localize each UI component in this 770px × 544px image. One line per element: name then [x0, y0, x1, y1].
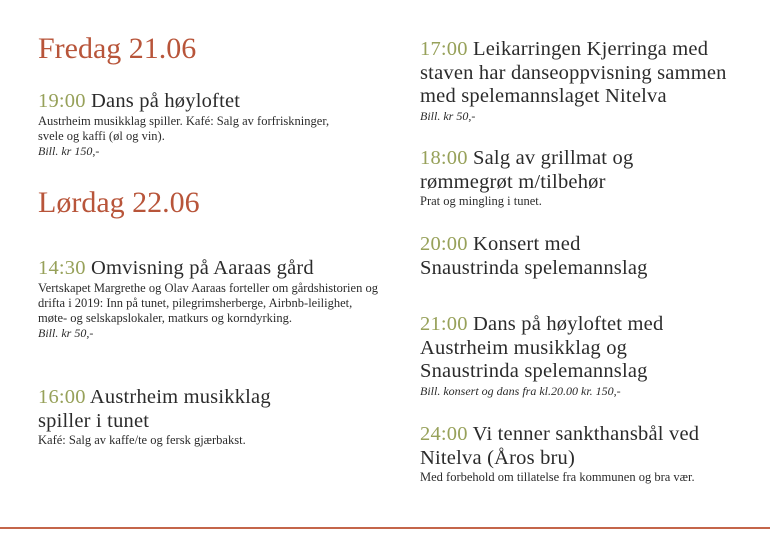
- event-title: [38, 386, 338, 433]
- event-name: Dans på høyloftet: [91, 90, 241, 112]
- day-heading-friday: Fredag 21.06: [38, 32, 197, 65]
- event-description: Prat og mingling i tunet.: [420, 194, 542, 208]
- event-price: Bill. konsert og dans fra kl.20.00 kr. 150,-: [420, 383, 621, 398]
- event-saturday-1430: [38, 257, 378, 340]
- event-price: Bill. kr 150,-: [38, 143, 100, 158]
- event-name: Leikarringen Kjerringa med staven har danseoppvisning sammen med spelemannslaget Nitelva: [420, 38, 727, 107]
- event-description: Kafé: Salg av kaffe/te og fersk gjærbakst.: [38, 433, 246, 447]
- event-name: Omvisning på Aaraas gård: [91, 257, 314, 279]
- event-2000: [420, 233, 648, 280]
- event-name: Dans på høyloftet med Austrheim musikklag og Snaustrinda spelemannslag: [420, 313, 664, 382]
- event-friday-1900: [38, 90, 338, 158]
- event-name: Vi tenner sankthansbål ved Nitelva (Åros bru): [420, 423, 700, 469]
- bottom-divider: [0, 527, 770, 529]
- event-time: 21:00: [420, 313, 468, 335]
- event-name: Austrheim musikklag spiller i tunet: [38, 386, 271, 432]
- event-title: [420, 38, 727, 109]
- event-title: [420, 233, 648, 280]
- event-time: 18:00: [420, 147, 468, 169]
- event-price: Bill. kr 50,-: [420, 108, 476, 123]
- event-title: [420, 147, 633, 194]
- event-title: [420, 423, 755, 470]
- event-title: [420, 313, 663, 384]
- event-title: [38, 90, 338, 114]
- event-saturday-1600: [38, 386, 338, 448]
- event-time: 24:00: [420, 423, 468, 445]
- event-time: 16:00: [38, 386, 86, 408]
- event-description: Med forbehold om tillatelse fra kommunen og bra vær.: [420, 470, 695, 484]
- event-1800: [420, 147, 633, 209]
- event-2100: [420, 313, 663, 398]
- event-title: [38, 257, 378, 281]
- event-time: 20:00: [420, 233, 468, 255]
- event-time: 17:00: [420, 38, 468, 60]
- day-heading-saturday: Lørdag 22.06: [38, 186, 200, 219]
- event-1700: [420, 38, 727, 123]
- event-price: Bill. kr 50,-: [38, 325, 94, 340]
- event-description: Austrheim musikklag spiller. Kafé: Salg av forfriskninger, svele og kaffi (øl og vin).: [38, 113, 330, 143]
- event-time: 19:00: [38, 90, 86, 112]
- event-name: Salg av grillmat og rømmegrøt m/tilbehør: [420, 147, 634, 193]
- event-2400: [420, 423, 755, 485]
- event-time: 14:30: [38, 257, 86, 279]
- event-description: Vertskapet Margrethe og Olav Aaraas forteller om gårdshistorien og drifta i 2019: Inn på tunet, pilegrimsherberge, Airbnb-leilighet, møte- og selskapslokaler, matkurs og korndyrking.: [38, 280, 378, 325]
- event-name: Konsert med Snaustrinda spelemannslag: [420, 233, 648, 279]
